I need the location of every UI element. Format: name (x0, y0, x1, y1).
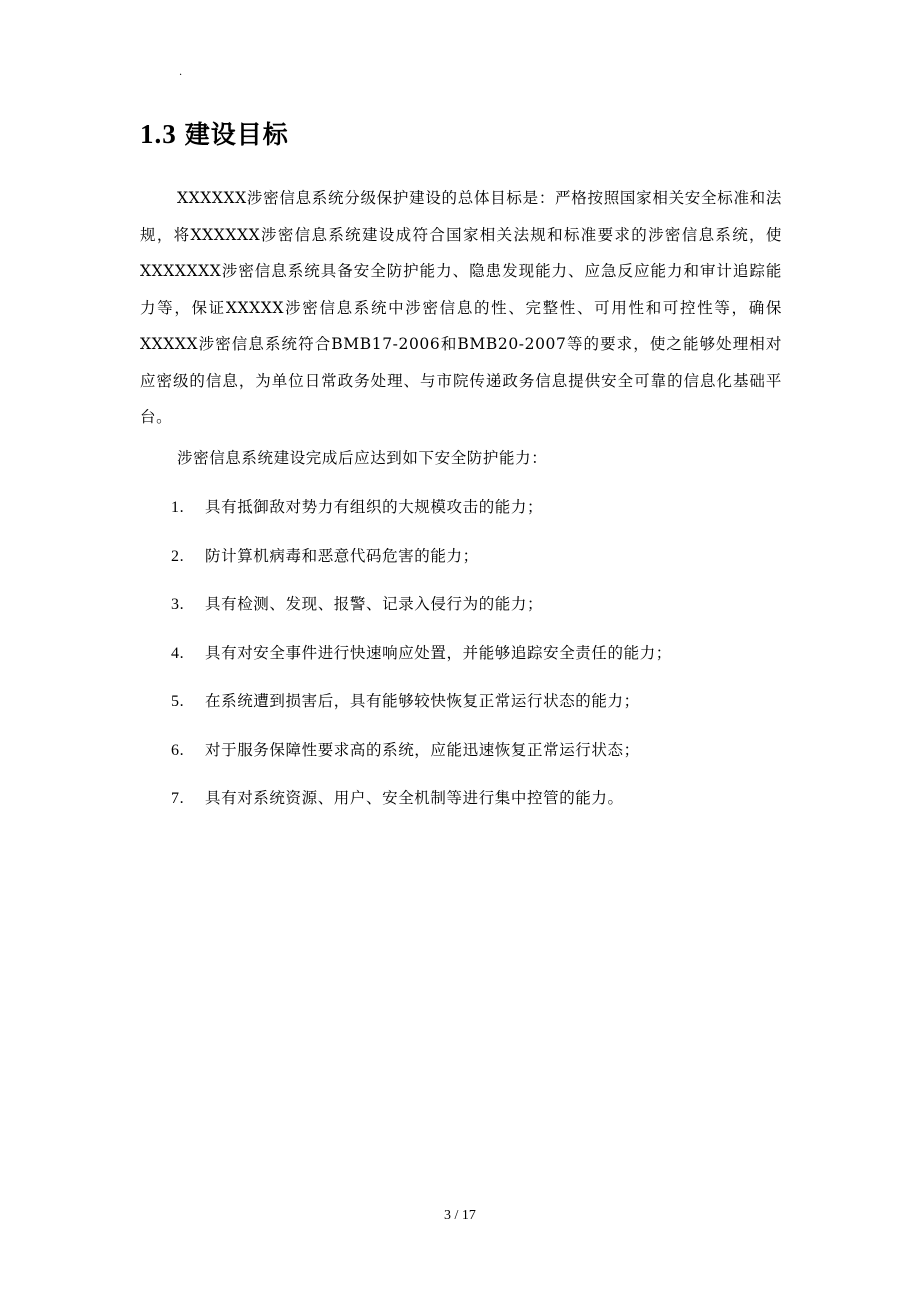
list-item-text: 具有检测、发现、报警、记录入侵行为的能力； (205, 595, 544, 613)
list-item (171, 686, 672, 735)
list-item-number: 1. (171, 499, 185, 516)
section-number: 1.3 (140, 119, 177, 149)
list-item-number: 7. (171, 790, 185, 807)
list-item-text: 对于服务保障性要求高的系统，应能迅速恢复正常运行状态； (205, 740, 640, 759)
list-item-text: 在系统遭到损害后，具有能够较快恢复正常运行状态的能力； (205, 692, 640, 710)
list-item (171, 541, 672, 590)
list-item (171, 638, 672, 687)
list-item-text: 具有对安全事件进行快速响应处置，并能够追踪安全责任的能力； (205, 643, 672, 662)
list-item (171, 735, 672, 784)
list-item-number: 2. (171, 547, 185, 565)
capabilities-list (171, 492, 672, 832)
section-heading (140, 114, 289, 155)
list-item-number: 6. (171, 741, 185, 759)
list-item (171, 589, 672, 638)
section-title: 建设目标 (184, 120, 289, 149)
list-item-number: 4. (171, 644, 185, 662)
capabilities-intro: 涉密信息系统建设完成后应达到如下安全防护能力： (177, 449, 548, 467)
list-item-text: 防计算机病毒和恶意代码危害的能力； (205, 546, 479, 565)
list-item-text: 具有抵御敌对势力有组织的大规模攻击的能力； (205, 498, 544, 516)
list-item-number: 3. (171, 596, 185, 613)
body-paragraph: XXXXXX涉密信息系统分级保护建设的总体目标是：严格按照国家相关安全标准和法规，将XXXXXX涉密信息系统建设成符合国家相关法规和标准要求的涉密信息系统，使XXXXXXX涉密信息系统具备安全防护能力、隐患发现能力、应急反应能力和审计追踪能力等，保证XXXXX涉密信息系统中涉密信息的性、完整性、可用性和可控性等，确保XXXXX涉密信息系统符合BMB17-2006和BMB20-2007等的要求，使之能够处理相对应密级的信息，为单位日常政务处理、与市院传递政务信息提供安全可靠的信息化基础平台。 (140, 189, 782, 426)
list-item (171, 783, 672, 832)
page-mark: . (179, 67, 183, 78)
page-number: 3 / 17 (444, 1208, 476, 1223)
list-item-number: 5. (171, 693, 185, 710)
list-item (171, 492, 672, 541)
list-item-text: 具有对系统资源、用户、安全机制等进行集中控管的能力。 (205, 789, 624, 807)
